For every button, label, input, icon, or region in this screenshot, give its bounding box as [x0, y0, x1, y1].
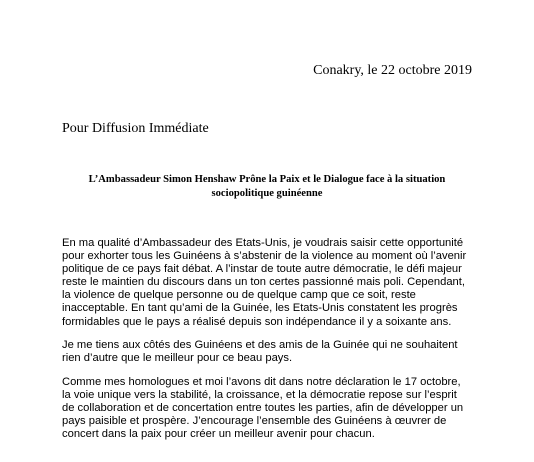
- headline: L’Ambassadeur Simon Henshaw Prône la Paix et le Dialogue face à la situation sociopolitique guinéenne: [88, 174, 446, 199]
- paragraph-2: Je me tiens aux côtés des Guinéens et des amis de la Guinée qui ne souhaitent rien d’autre que le meilleur pour ce beau pays.: [62, 339, 458, 365]
- paragraph-3: Comme mes homologues et moi l’avons dit dans notre déclaration le 17 octobre, la voie unique vers la stabilité, la croissance, et la démocratie repose sur l’esprit de collaboration et de concertation entre toutes les parties, afin de développer un pays paisible et prospère. J’encourage l’ensemble des Guinéens à œuvrer de concert dans la paix pour créer un meilleur avenir pour chacun.: [62, 376, 464, 441]
- dateline: Conakry, le 22 octobre 2019: [313, 63, 472, 78]
- release-note: Pour Diffusion Immédiate: [62, 121, 209, 136]
- paragraph-1: En ma qualité d’Ambassadeur des Etats-Unis, je voudrais saisir cette opportunité pour exhorter tous les Guinéens à s’abstenir de la violence au moment où l’avenir politique de ce pays fait débat. A l’instar de toute autre démocratie, le défi majeur reste le maintien du discours dans un ton certes passionné mais poli. Cependant, la violence de quelque personne ou de quelque camp que ce soit, reste inacceptable. En tant qu’ami de la Guinée, les Etats-Unis constatent les progrès formidables que le pays a réalisé depuis son indépendance il y a soixante ans.: [62, 237, 467, 328]
